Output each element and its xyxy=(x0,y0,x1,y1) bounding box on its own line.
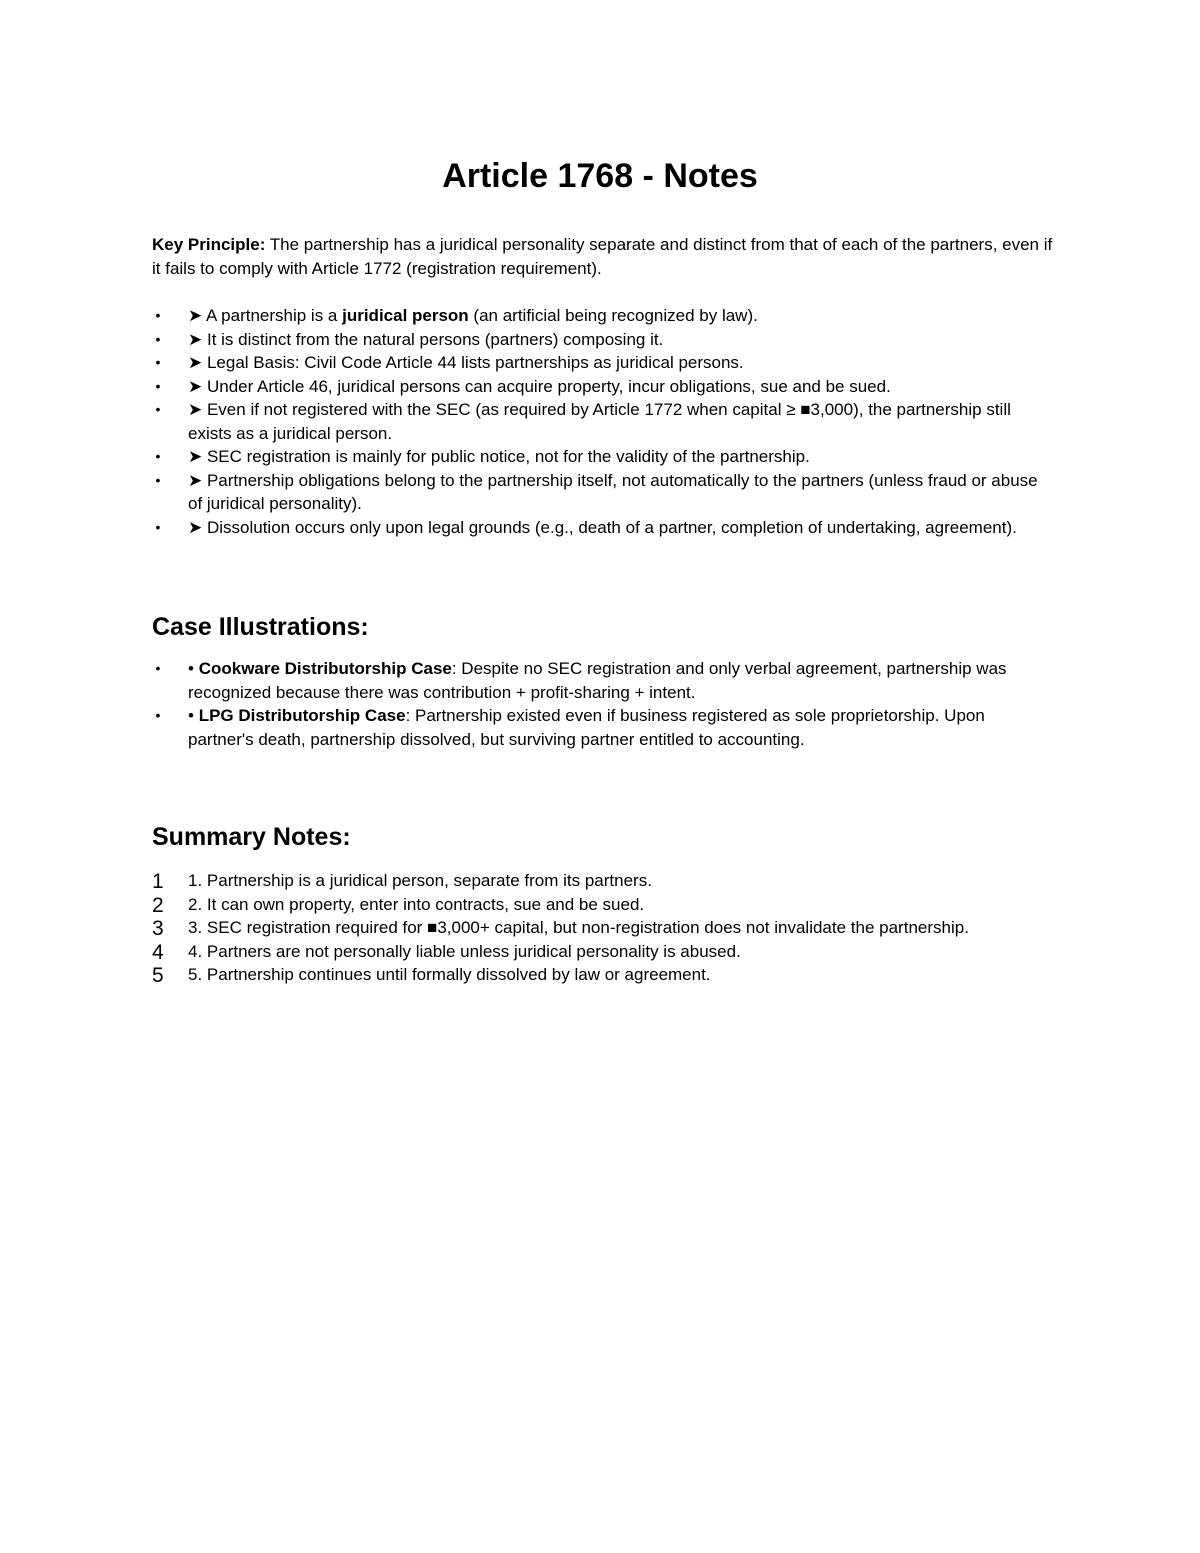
key-principle-text: The partnership has a juridical personality separate and distinct from that of each of the partners, even if it fails to comply with Article 1772 (registration requirement). xyxy=(152,235,1053,278)
bullet-dot-icon: • xyxy=(155,377,161,394)
bullet-dot-icon: • xyxy=(155,401,161,417)
list-number-marker: 5 xyxy=(152,964,164,987)
list-item: 1 1. Partnership is a juridical person, separate from its partners. xyxy=(152,870,652,893)
key-principle-paragraph xyxy=(152,233,1062,281)
case-name: Cookware Distributorship Case xyxy=(198,659,452,678)
list-item: • ➤ SEC registration is mainly for public notice, not for the validity of the partnership. xyxy=(152,445,1052,469)
list-number-marker: 1 xyxy=(152,870,164,893)
page-title: Article 1768 - Notes xyxy=(442,157,758,195)
list-number-marker: 3 xyxy=(152,917,164,940)
bullet-dot-icon: • xyxy=(155,330,161,347)
list-item: • ➤ Legal Basis: Civil Code Article 44 lists partnerships as juridical persons. xyxy=(152,351,1052,375)
list-item: • ➤ Partnership obligations belong to the partnership itself, not automatically to the partners (unless fraud or abuse of juridical personality). xyxy=(152,469,1052,516)
summary-numbered-list xyxy=(152,869,1052,987)
list-item: 2 2. It can own property, enter into contracts, sue and be sued. xyxy=(152,893,645,917)
case-illustrations-heading: Case Illustrations: xyxy=(152,613,369,641)
list-item: • ➤ Under Article 46, juridical persons can acquire property, incur obligations, sue and be sued. xyxy=(152,375,1052,399)
list-item: • • Cookware Distributorship Case: Despite no SEC registration and only verbal agreement, partnership was recognized because there was contribution + profit-sharing + intent. xyxy=(152,657,1052,704)
bold-term: juridical person xyxy=(342,306,469,325)
list-item: • ➤ Dissolution occurs only upon legal grounds (e.g., death of a partner, completion of undertaking, agreement). xyxy=(152,516,1052,540)
bullet-dot-icon: • xyxy=(155,448,161,464)
list-number-marker: 2 xyxy=(152,893,164,917)
principle-bullet-list xyxy=(152,304,1052,539)
list-item: • ➤ It is distinct from the natural persons (partners) composing it. xyxy=(152,328,1052,352)
list-item: • ➤ A partnership is a juridical person (an artificial being recognized by law). xyxy=(152,304,1052,328)
bullet-dot-icon: • xyxy=(155,518,161,535)
case-bullet-list xyxy=(152,657,1052,751)
bullet-dot-icon: • xyxy=(155,307,161,323)
bullet-dot-icon: • xyxy=(155,707,161,723)
list-item: 5 5. Partnership continues until formally dissolved by law or agreement. xyxy=(152,964,711,987)
bullet-dot-icon: • xyxy=(155,660,161,676)
list-item: • • LPG Distributorship Case: Partnership existed even if business registered as sole proprietorship. Upon partner's death, partnership dissolved, but surviving partner entitled to accounting. xyxy=(152,704,1052,751)
bullet-dot-icon: • xyxy=(155,471,161,488)
list-item: 4 4. Partners are not personally liable unless juridical personality is abused. xyxy=(152,940,741,964)
summary-notes-heading: Summary Notes: xyxy=(152,823,351,851)
key-principle-label: Key Principle: xyxy=(152,235,266,254)
bullet-dot-icon: • xyxy=(155,354,161,370)
list-number-marker: 4 xyxy=(152,940,164,964)
case-name: LPG Distributorship Case xyxy=(198,706,406,725)
list-item: • ➤ Even if not registered with the SEC (as required by Article 1772 when capital ≥ ■3,000), the partnership still exists as a juridical person. xyxy=(152,398,1052,445)
list-item: 3 3. SEC registration required for ■3,000+ capital, but non-registration does not invalidate the partnership. xyxy=(152,917,969,940)
